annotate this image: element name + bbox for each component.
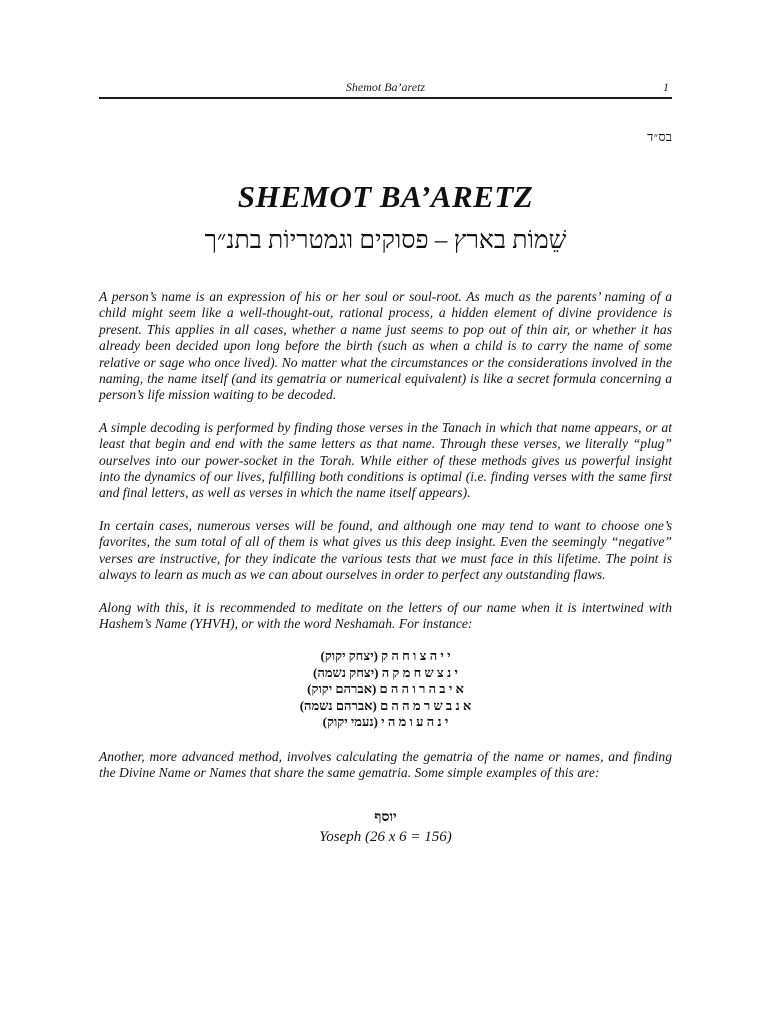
- page-header: [99, 80, 672, 95]
- bsd-mark: בס״ד: [647, 129, 672, 144]
- paragraph-intro: A person’s name is an expression of his or her soul or soul-root. As much as the parents’ naming of a child might seem like a well-thought-out, rational process, a hidden element of divine providence is present. This applies in all cases, whether a name just seems to pop out of thin air, or whether it has already been decided upon long before the birth (such as when a child is to carry the name of some relative or sage who once lived). No matter what the circumstances or the considerations involved in the naming, the name itself (and its gematria or numerical equivalent) is like a secret formula concerning a person’s life mission waiting to be decoded.: [99, 289, 672, 403]
- document-subtitle-hebrew: שֵׁמוֹת בארץ – פסוקים וגמטריוֹת בתנ״ך: [204, 227, 567, 254]
- meditation-line: א נ ב ש ר מ ה ה ם (אברהם נשמה): [299, 697, 472, 713]
- gematria-example-block: [99, 810, 672, 846]
- header-rule: [99, 97, 672, 99]
- example-name-hebrew: יוסף: [374, 809, 397, 825]
- meditation-line: י נ צ ש ח מ ק ה (יצחק נשמה): [313, 664, 458, 680]
- paragraph-decoding: A simple decoding is performed by finding those verses in the Tanach in which that name appears, or at least that begin and end with the same letters as that name. Through these verses, we literally “plug” ourselves into our power-socket in the Torah. While either of these methods gives us powerful insight into the dynamics of our lives, fulfilling both conditions is optimal (i.e. finding verses with the same first and final letters, as well as verses in which the name itself appears).: [99, 419, 672, 501]
- meditation-line: י נ ה ע ו מ ה י (נעמי יקוק): [322, 714, 449, 730]
- paragraph-numerous-verses: In certain cases, numerous verses will be found, and although one may tend to want to choose one’s favorites, the sum total of all of them is what gives us this deep insight. Even the seemingly “negative” verses are instructive, for they indicate the various tests that we must face in this lifetime. The point is always to learn as much as we can about ourselves in order to perfect any outstanding flaws.: [99, 517, 672, 583]
- meditation-line: י י ה צ ו ח ה ק (יצחק יקוק): [320, 648, 451, 664]
- page-number: 1: [663, 80, 669, 94]
- meditation-line: א י ב ה ר ו ה ה ם (אברהם יקוק): [307, 681, 464, 697]
- paragraph-meditation-intro: Along with this, it is recommended to meditate on the letters of our name when it is intertwined with Hashem’s Name (YHVH), or with the word Neshamah. For instance:: [99, 599, 672, 631]
- meditation-letter-block: [99, 648, 672, 731]
- paragraph-gematria-method: Another, more advanced method, involves calculating the gematria of the name or names, and finding the Divine Name or Names that share the same gematria. Some simple examples of this are:: [99, 748, 672, 781]
- document-title: SHEMOT BA’ARETZ: [237, 179, 534, 214]
- example-caption: Yoseph (26 x 6 = 156): [319, 828, 452, 845]
- running-title: Shemot Ba’aretz: [345, 80, 426, 94]
